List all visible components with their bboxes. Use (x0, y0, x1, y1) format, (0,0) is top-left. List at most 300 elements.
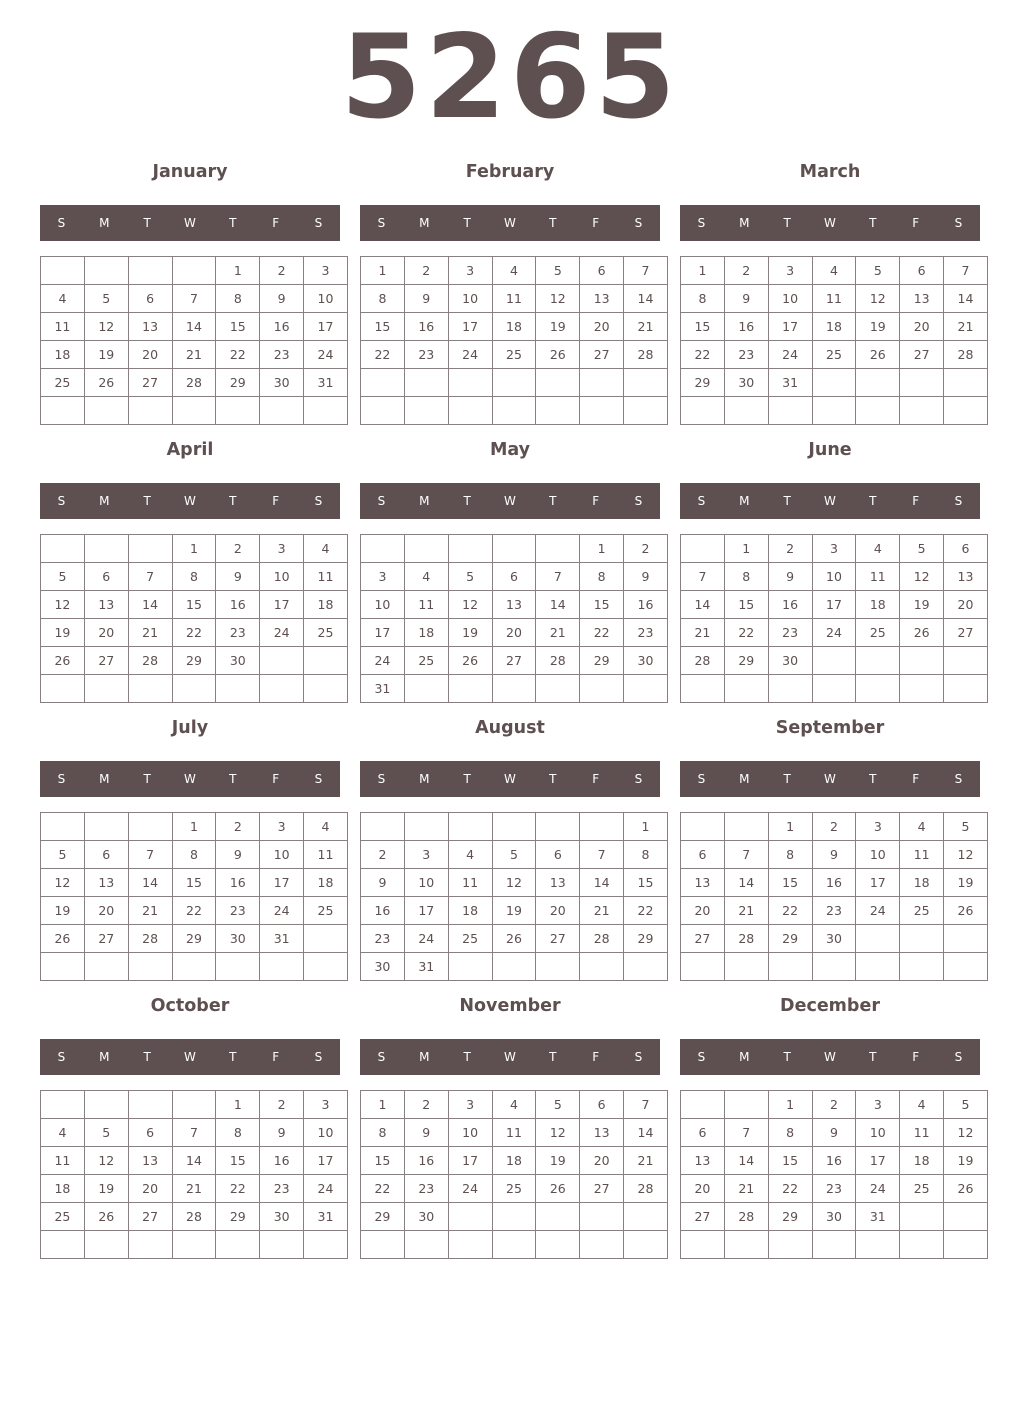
day-cell: 31 (260, 925, 304, 953)
week-row (41, 397, 348, 425)
empty-day-cell (172, 257, 216, 285)
week-row (361, 1175, 668, 1203)
week-row (361, 841, 668, 869)
day-cell: 21 (624, 313, 668, 341)
day-cell: 14 (536, 591, 580, 619)
day-cell: 24 (404, 925, 448, 953)
day-cell: 10 (856, 841, 900, 869)
day-cell: 7 (580, 841, 624, 869)
day-cell: 3 (260, 813, 304, 841)
day-cell: 23 (724, 341, 768, 369)
day-cell: 3 (304, 257, 348, 285)
day-cell: 28 (724, 1203, 768, 1231)
day-cell: 29 (768, 925, 812, 953)
empty-day-cell (492, 675, 536, 703)
empty-day-cell (624, 397, 668, 425)
weekday-label: T (869, 494, 877, 508)
empty-day-cell (724, 397, 768, 425)
week-row (41, 897, 348, 925)
day-cell: 12 (536, 1119, 580, 1147)
empty-day-cell (304, 953, 348, 981)
day-cell: 22 (216, 1175, 260, 1203)
day-cell: 29 (681, 369, 725, 397)
empty-day-cell (724, 1091, 768, 1119)
empty-day-cell (304, 647, 348, 675)
empty-day-cell (361, 535, 405, 563)
day-cell: 16 (260, 1147, 304, 1175)
weekday-label: S (57, 494, 66, 508)
day-cell: 2 (216, 535, 260, 563)
day-cell: 26 (944, 897, 988, 925)
day-cell: 17 (448, 313, 492, 341)
day-cell: 29 (624, 925, 668, 953)
weekday-label: F (592, 216, 600, 230)
empty-day-cell (41, 257, 85, 285)
day-cell: 23 (768, 619, 812, 647)
day-cell: 16 (216, 869, 260, 897)
day-cell: 25 (900, 897, 944, 925)
empty-day-cell (768, 675, 812, 703)
day-cell: 9 (361, 869, 405, 897)
day-cell: 29 (361, 1203, 405, 1231)
weekday-label: T (463, 772, 471, 786)
weekday-label: W (504, 1050, 516, 1064)
day-cell: 11 (304, 841, 348, 869)
weekday-label: S (954, 1050, 963, 1064)
day-cell: 8 (768, 1119, 812, 1147)
day-cell: 24 (812, 619, 856, 647)
day-cell: 20 (84, 897, 128, 925)
weekday-header (680, 1039, 980, 1075)
day-cell: 7 (944, 257, 988, 285)
day-cell: 4 (812, 257, 856, 285)
empty-day-cell (856, 397, 900, 425)
day-cell: 2 (768, 535, 812, 563)
weekday-label: S (57, 1050, 66, 1064)
day-cell: 6 (128, 1119, 172, 1147)
day-cell: 5 (448, 563, 492, 591)
month-name: April (166, 440, 214, 460)
day-cell: 4 (492, 1091, 536, 1119)
empty-day-cell (361, 397, 405, 425)
day-cell: 26 (492, 925, 536, 953)
day-cell: 22 (768, 897, 812, 925)
day-cell: 17 (304, 1147, 348, 1175)
week-row (361, 813, 668, 841)
day-cell: 18 (41, 1175, 85, 1203)
empty-day-cell (944, 397, 988, 425)
week-row (361, 1119, 668, 1147)
day-cell: 7 (624, 1091, 668, 1119)
day-cell: 12 (536, 285, 580, 313)
day-cell: 25 (41, 1203, 85, 1231)
empty-day-cell (216, 1231, 260, 1259)
weekday-label: M (419, 1050, 430, 1064)
day-cell: 31 (404, 953, 448, 981)
week-row (361, 313, 668, 341)
day-cell: 6 (536, 841, 580, 869)
day-cell: 3 (361, 563, 405, 591)
empty-day-cell (128, 257, 172, 285)
day-cell: 18 (492, 1147, 536, 1175)
empty-day-cell (172, 953, 216, 981)
day-cell: 6 (580, 257, 624, 285)
weekday-label: T (783, 772, 791, 786)
week-row (361, 925, 668, 953)
day-cell: 5 (536, 257, 580, 285)
empty-day-cell (304, 925, 348, 953)
day-cell: 8 (768, 841, 812, 869)
empty-day-cell (856, 925, 900, 953)
day-cell: 14 (172, 313, 216, 341)
day-cell: 17 (768, 313, 812, 341)
empty-day-cell (536, 397, 580, 425)
year-title: 5265 (340, 10, 680, 145)
week-row (681, 675, 988, 703)
day-cell: 1 (216, 257, 260, 285)
week-row (681, 341, 988, 369)
day-cell: 30 (624, 647, 668, 675)
empty-day-cell (404, 535, 448, 563)
empty-day-cell (681, 953, 725, 981)
empty-day-cell (404, 675, 448, 703)
day-cell: 14 (580, 869, 624, 897)
weekday-label: T (783, 494, 791, 508)
empty-day-cell (536, 369, 580, 397)
day-cell: 4 (41, 285, 85, 313)
weekday-label: T (549, 772, 557, 786)
day-cell: 17 (304, 313, 348, 341)
weekday-label: S (634, 1050, 643, 1064)
week-row (361, 397, 668, 425)
week-row (361, 285, 668, 313)
day-cell: 12 (944, 841, 988, 869)
day-cell: 21 (536, 619, 580, 647)
empty-day-cell (448, 813, 492, 841)
empty-day-cell (944, 953, 988, 981)
day-cell: 9 (812, 1119, 856, 1147)
day-cell: 24 (856, 897, 900, 925)
weekday-label: S (377, 216, 386, 230)
day-cell: 19 (536, 313, 580, 341)
weekday-label: M (99, 494, 110, 508)
empty-day-cell (84, 813, 128, 841)
day-cell: 12 (84, 313, 128, 341)
empty-day-cell (536, 1231, 580, 1259)
day-cell: 7 (172, 1119, 216, 1147)
weekday-label: F (592, 772, 600, 786)
empty-day-cell (624, 1231, 668, 1259)
day-cell: 14 (944, 285, 988, 313)
day-cell: 27 (492, 647, 536, 675)
empty-day-cell (580, 397, 624, 425)
day-cell: 7 (128, 563, 172, 591)
week-row (41, 285, 348, 313)
empty-day-cell (536, 535, 580, 563)
day-cell: 31 (304, 1203, 348, 1231)
weekday-label: S (697, 216, 706, 230)
empty-day-cell (856, 647, 900, 675)
week-row (41, 591, 348, 619)
day-cell: 13 (944, 563, 988, 591)
empty-day-cell (536, 953, 580, 981)
week-row (681, 313, 988, 341)
day-cell: 11 (856, 563, 900, 591)
day-cell: 30 (260, 369, 304, 397)
weekday-label: S (314, 216, 323, 230)
week-row (361, 1203, 668, 1231)
day-cell: 6 (900, 257, 944, 285)
week-row (361, 1091, 668, 1119)
weekday-header (360, 205, 660, 241)
month-name: June (808, 440, 852, 460)
empty-day-cell (856, 675, 900, 703)
empty-day-cell (900, 1203, 944, 1231)
week-row (681, 647, 988, 675)
day-cell: 10 (404, 869, 448, 897)
day-cell: 27 (681, 925, 725, 953)
empty-day-cell (492, 535, 536, 563)
day-cell: 4 (304, 813, 348, 841)
day-cell: 9 (404, 285, 448, 313)
day-cell: 22 (681, 341, 725, 369)
day-cell: 27 (536, 925, 580, 953)
day-cell: 21 (128, 897, 172, 925)
empty-day-cell (681, 535, 725, 563)
week-row (681, 897, 988, 925)
day-cell: 12 (41, 869, 85, 897)
empty-day-cell (361, 369, 405, 397)
day-cell: 27 (580, 1175, 624, 1203)
day-cell: 10 (448, 285, 492, 313)
empty-day-cell (900, 953, 944, 981)
empty-day-cell (900, 1231, 944, 1259)
day-cell: 16 (768, 591, 812, 619)
weekday-label: F (912, 216, 920, 230)
day-cell: 21 (944, 313, 988, 341)
empty-day-cell (41, 1091, 85, 1119)
empty-day-cell (768, 1231, 812, 1259)
week-row (41, 535, 348, 563)
day-cell: 12 (900, 563, 944, 591)
empty-day-cell (768, 397, 812, 425)
day-cell: 15 (624, 869, 668, 897)
day-cell: 14 (128, 591, 172, 619)
empty-day-cell (624, 1203, 668, 1231)
day-cell: 19 (41, 897, 85, 925)
day-grid (360, 534, 668, 703)
day-cell: 15 (216, 1147, 260, 1175)
day-cell: 25 (304, 897, 348, 925)
day-cell: 8 (172, 841, 216, 869)
day-cell: 3 (856, 1091, 900, 1119)
day-cell: 6 (681, 841, 725, 869)
empty-day-cell (448, 397, 492, 425)
day-cell: 19 (536, 1147, 580, 1175)
empty-day-cell (361, 813, 405, 841)
weekday-label: W (824, 1050, 836, 1064)
day-cell: 14 (681, 591, 725, 619)
day-cell: 18 (41, 341, 85, 369)
day-cell: 1 (768, 813, 812, 841)
weekday-label: W (824, 216, 836, 230)
day-cell: 5 (84, 1119, 128, 1147)
weekday-label: S (634, 216, 643, 230)
day-cell: 18 (304, 869, 348, 897)
day-cell: 4 (900, 813, 944, 841)
empty-day-cell (856, 369, 900, 397)
day-cell: 13 (128, 1147, 172, 1175)
day-grid (40, 1090, 348, 1259)
weekday-label: M (419, 772, 430, 786)
day-cell: 1 (624, 813, 668, 841)
empty-day-cell (812, 1231, 856, 1259)
empty-day-cell (856, 953, 900, 981)
day-cell: 3 (812, 535, 856, 563)
day-cell: 2 (216, 813, 260, 841)
day-cell: 22 (361, 341, 405, 369)
empty-day-cell (812, 675, 856, 703)
day-cell: 14 (724, 869, 768, 897)
day-cell: 18 (404, 619, 448, 647)
day-cell: 18 (448, 897, 492, 925)
weekday-label: M (419, 216, 430, 230)
weekday-label: M (739, 1050, 750, 1064)
weekday-label: F (912, 1050, 920, 1064)
empty-day-cell (944, 1231, 988, 1259)
day-cell: 11 (304, 563, 348, 591)
month-name: January (152, 162, 228, 182)
weekday-label: S (954, 772, 963, 786)
weekday-label: F (272, 1050, 280, 1064)
day-cell: 22 (361, 1175, 405, 1203)
week-row (361, 341, 668, 369)
day-cell: 19 (900, 591, 944, 619)
week-row (41, 1119, 348, 1147)
empty-day-cell (304, 675, 348, 703)
weekday-label: F (912, 772, 920, 786)
day-cell: 4 (304, 535, 348, 563)
weekday-label: T (869, 216, 877, 230)
weekday-label: T (463, 1050, 471, 1064)
day-cell: 5 (84, 285, 128, 313)
weekday-label: F (272, 216, 280, 230)
week-row (41, 257, 348, 285)
day-cell: 29 (172, 647, 216, 675)
day-cell: 22 (724, 619, 768, 647)
weekday-label: M (419, 494, 430, 508)
week-row (361, 257, 668, 285)
weekday-label: S (954, 494, 963, 508)
week-row (361, 563, 668, 591)
weekday-label: M (739, 494, 750, 508)
day-cell: 9 (812, 841, 856, 869)
week-row (41, 563, 348, 591)
empty-day-cell (84, 535, 128, 563)
day-cell: 14 (128, 869, 172, 897)
week-row (681, 369, 988, 397)
day-cell: 18 (900, 869, 944, 897)
empty-day-cell (41, 675, 85, 703)
empty-day-cell (900, 369, 944, 397)
weekday-label: S (377, 494, 386, 508)
day-cell: 4 (492, 257, 536, 285)
week-row (41, 953, 348, 981)
day-cell: 16 (812, 1147, 856, 1175)
weekday-label: T (549, 216, 557, 230)
day-cell: 7 (536, 563, 580, 591)
empty-day-cell (260, 675, 304, 703)
day-cell: 13 (681, 1147, 725, 1175)
day-cell: 27 (681, 1203, 725, 1231)
week-row (41, 619, 348, 647)
week-row (361, 619, 668, 647)
day-cell: 5 (900, 535, 944, 563)
week-row (681, 563, 988, 591)
empty-day-cell (404, 1231, 448, 1259)
month-name: August (475, 718, 545, 738)
day-cell: 27 (128, 1203, 172, 1231)
day-cell: 4 (856, 535, 900, 563)
day-cell: 23 (404, 341, 448, 369)
day-cell: 19 (84, 341, 128, 369)
day-cell: 12 (448, 591, 492, 619)
empty-day-cell (536, 813, 580, 841)
day-cell: 10 (812, 563, 856, 591)
empty-day-cell (404, 369, 448, 397)
day-cell: 28 (724, 925, 768, 953)
week-row (681, 953, 988, 981)
day-cell: 3 (404, 841, 448, 869)
empty-day-cell (944, 675, 988, 703)
day-cell: 14 (624, 285, 668, 313)
day-cell: 25 (856, 619, 900, 647)
day-cell: 13 (84, 591, 128, 619)
weekday-header (360, 483, 660, 519)
day-cell: 9 (768, 563, 812, 591)
week-row (41, 313, 348, 341)
day-cell: 24 (448, 1175, 492, 1203)
day-cell: 15 (172, 591, 216, 619)
day-cell: 28 (128, 647, 172, 675)
day-cell: 1 (172, 535, 216, 563)
day-cell: 17 (404, 897, 448, 925)
day-cell: 26 (41, 925, 85, 953)
day-cell: 24 (260, 897, 304, 925)
day-cell: 5 (492, 841, 536, 869)
day-cell: 16 (724, 313, 768, 341)
day-cell: 20 (681, 897, 725, 925)
day-cell: 8 (216, 285, 260, 313)
empty-day-cell (84, 257, 128, 285)
day-cell: 5 (536, 1091, 580, 1119)
day-cell: 25 (448, 925, 492, 953)
day-cell: 1 (172, 813, 216, 841)
weekday-label: F (272, 494, 280, 508)
weekday-label: W (504, 494, 516, 508)
day-cell: 2 (260, 257, 304, 285)
week-row (41, 1203, 348, 1231)
empty-day-cell (84, 1231, 128, 1259)
day-cell: 3 (260, 535, 304, 563)
day-cell: 22 (768, 1175, 812, 1203)
day-cell: 17 (260, 591, 304, 619)
day-cell: 9 (404, 1119, 448, 1147)
day-cell: 18 (856, 591, 900, 619)
weekday-label: F (912, 494, 920, 508)
empty-day-cell (84, 675, 128, 703)
day-cell: 13 (580, 285, 624, 313)
